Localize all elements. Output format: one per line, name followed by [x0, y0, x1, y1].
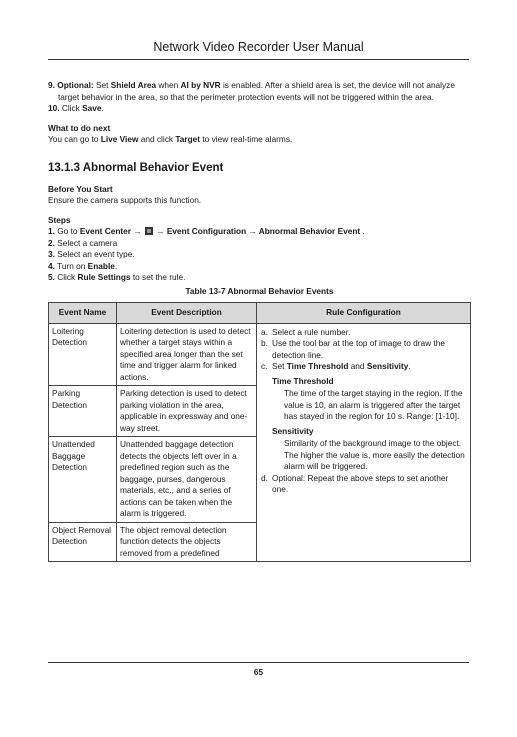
event-description-cell: Unattended baggage detection detects the objects left over in a predefined region such as the baggage, purses, dangerous materials, etc., and a series of actions can be taken when the alarm is triggered. — [117, 437, 257, 523]
page-number: 65 — [253, 667, 264, 677]
rule-step-d: d. Optional: Repeat the above steps to set another one. — [261, 472, 449, 494]
rule-configuration-cell — [257, 323, 471, 562]
sensitivity-text: Similarity of the background image to the object. The higher the value is, more easily the detection alarm will be triggered. — [284, 438, 465, 471]
step-10: 10. Click Save. — [48, 103, 104, 113]
event-name-cell: Loitering Detection — [49, 323, 117, 386]
footer-divider — [48, 662, 469, 663]
event-description-cell: The object removal detection function detects the objects removed from a predefined — [117, 522, 257, 562]
event-name-cell: Parking Detection — [49, 386, 117, 437]
table-row — [49, 323, 471, 386]
step-3: 3. Select an event type. — [48, 249, 135, 259]
before-text: Ensure the camera supports this function. — [48, 195, 202, 205]
steps-heading: Steps — [48, 214, 71, 225]
what-next-heading: What to do next — [48, 122, 111, 133]
event-name-cell: Unattended Baggage Detection — [49, 437, 117, 523]
time-threshold-text: The time of the target staying in the region. If the value is 10, an alarm is triggered after the target has stayed in the region for 10 s. Range: [1-10]. — [284, 388, 463, 421]
rule-step-b: b. Use the tool bar at the top of image to draw the detection line. — [261, 338, 445, 360]
event-settings-icon — [145, 227, 153, 235]
step-5: 5. Click Rule Settings to set the rule. — [48, 272, 186, 282]
rule-step-c: c. Set Time Threshold and Sensitivity. — [261, 361, 411, 371]
time-threshold-heading: Time Threshold — [272, 375, 334, 386]
event-description-cell: Loitering detection is used to detect whether a target stays within a specified area longer than the set time and trigger alarm for linked actions. — [117, 323, 257, 386]
step-1: 1. Go to Event Center → → Event Configuration → Abnormal Behavior Event . — [48, 226, 365, 236]
table-caption: Table 13-7 Abnormal Behavior Events — [185, 285, 334, 296]
header-rule-configuration: Rule Configuration — [257, 303, 471, 324]
what-next-text: You can go to Live View and click Target to view real-time alarms. — [48, 134, 293, 144]
event-name-cell: Object Removal Detection — [49, 522, 117, 562]
page-header: Network Video Recorder User Manual — [48, 40, 469, 60]
step-9: 9. Optional: Set Shield Area when AI by NVR is enabled. After a shield area is set, the device will not analyze target behavior in the area, so that the perimeter protection events will not be triggered within the area. — [48, 80, 455, 102]
section-title: 13.1.3 Abnormal Behavior Event — [48, 161, 224, 174]
header-event-description: Event Description — [117, 303, 257, 324]
sensitivity-heading: Sensitivity — [272, 425, 314, 436]
header-event-name: Event Name — [49, 303, 117, 324]
abnormal-behavior-table — [48, 302, 471, 562]
rule-step-a: a. Select a rule number. — [261, 326, 351, 337]
before-heading: Before You Start — [48, 183, 113, 194]
step-2: 2. Select a camera — [48, 237, 118, 248]
table-header-row — [49, 303, 471, 324]
event-description-cell: Parking detection is used to detect parking violation in the area, applicable in expressway and one-way street. — [117, 386, 257, 437]
step-4: 4. Turn on Enable. — [48, 260, 118, 271]
page-content — [48, 80, 471, 562]
